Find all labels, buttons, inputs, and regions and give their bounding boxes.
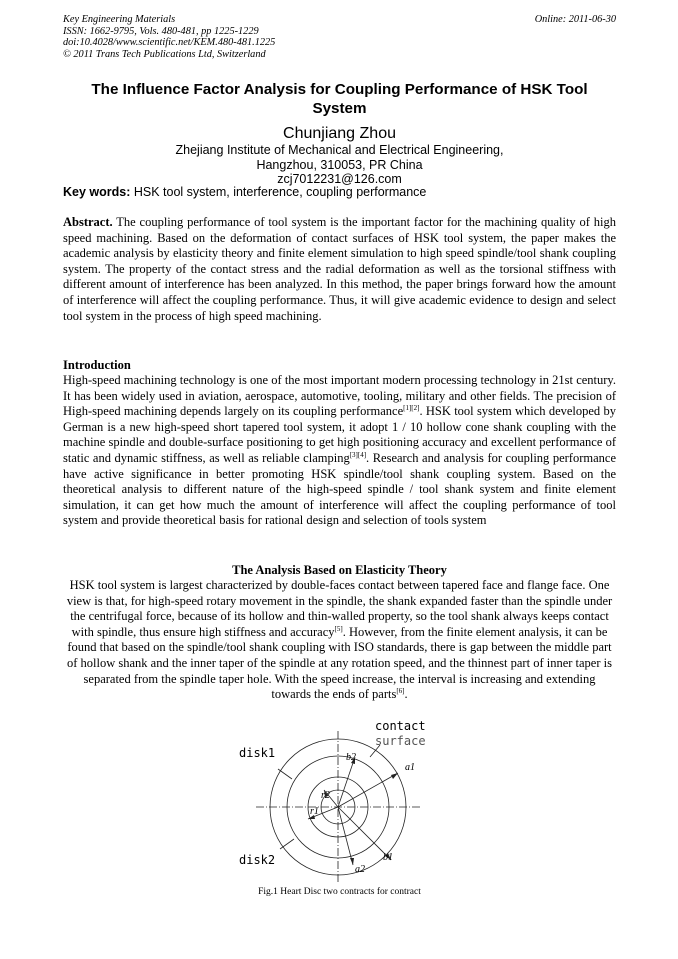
citation-5[interactable]: [5]: [334, 624, 343, 633]
introduction-heading: Introduction: [63, 358, 131, 372]
doi-line: doi:10.4028/www.scientific.net/KEM.480-481.1225: [63, 37, 276, 49]
var-a1: a1: [405, 762, 415, 773]
keywords-label: Key words:: [63, 185, 131, 199]
label-disk1: disk1: [239, 746, 276, 760]
author-email[interactable]: zcj7012231@126.com: [277, 172, 402, 187]
intro-text-3: . Research and analysis for coupling performance have active significance in better promoting HSK spindle/tool shank coupling system. Based on the theoretical analysis to different nature of the high-speed spindle / tool shank system and finite element simulation, it can get how much the amount of interference will affect the coupling performance of tool system and provide theoretical basis for rational design and selection of tools system: [63, 450, 616, 528]
copyright-line: © 2011 Trans Tech Publications Ltd, Switzerland: [63, 48, 266, 60]
affiliation-line2: Hangzhou, 310053, PR China: [256, 157, 423, 172]
intro-text-2: . HSK tool system which developed by German is a new high-speed short tapered tool system, it adopt 1 / 10 hollow cone shank coupling with the machine spindle and double-surface positioning to get high positioning accuracy and excellent performance of static and dynamic stiffness, as well as reliable clamping: [63, 404, 616, 465]
affiliation-line1: Zhejiang Institute of Mechanical and Electrical Engineering,: [175, 143, 504, 157]
label-disk2: disk2: [239, 853, 276, 867]
keywords: [63, 185, 623, 200]
citation-1-2[interactable]: [1][2]: [403, 404, 420, 413]
abstract-text: The coupling performance of tool system is the important factor for the machining quality of high speed machining. Based on the deformation of contact surfaces of HSK tool system, the paper makes the academic analysis by elasticity theory and finite element simulation to high speed spindle/tool shank coupling system. The property of the contact stress and the radial deformation as well as the torsional stiffness with different amount of interference has been analyzed. In this method, the paper brings forward how the amount of interference will affect the coupling performance. Thus, it will give academic evidence to design and select tool system in the process of high speed machining.: [63, 215, 616, 323]
figure-1: [228, 715, 448, 885]
analysis-text-2: . However, from the finite element analysis, it can be found that based on the spindle/tool shank coupling with ISO standards, there is gap between the middle part of hollow shank and the inner taper of the spindle at any rotation speed, and the thinnest part of inner taper is separated from the spindle taper hole. With the speed increase, the interval is increasing and extending towards the ends of parts: [67, 624, 612, 702]
arrowhead-a1: [391, 773, 398, 779]
analysis-heading: The Analysis Based on Elasticity Theory: [232, 563, 447, 577]
journal-name: Key Engineering Materials: [63, 14, 176, 25]
var-b2: b2: [346, 752, 356, 763]
analysis-text-3: .: [404, 687, 408, 702]
label-surface: surface: [375, 734, 426, 748]
journal-header: [63, 14, 616, 60]
analysis-body: [63, 578, 616, 703]
var-b1: b1: [383, 852, 393, 863]
var-r2: r2: [321, 790, 330, 801]
label-contact: contact: [375, 719, 426, 733]
author-name: Chunjiang Zhou: [283, 125, 396, 142]
disk1-leader: [278, 769, 292, 779]
introduction-body: [63, 373, 616, 529]
dim-b2-line: [338, 757, 355, 807]
var-r1: r1: [310, 806, 319, 817]
issn-line: ISSN: 1662-9795, Vols. 480-481, pp 1225-1229: [63, 25, 259, 37]
analysis-text-1: HSK tool system is largest characterized by double-faces contact between tapered face and flange face. One view is that, for high-speed rotary movement in the spindle, the shank expanded faster than the spindle under the centrifugal force, because of its hollow and thin-walled property, so the tool shank always keeps contact with spindle, thus ensure high stiffness and accuracy: [66, 578, 613, 639]
keywords-text: HSK tool system, interference, coupling performance: [130, 185, 427, 199]
paper-title: The Influence Factor Analysis for Coupling Performance of HSK Tool System: [91, 81, 588, 117]
dim-a2-line: [338, 807, 353, 865]
abstract: [63, 215, 616, 324]
citation-6[interactable]: [6]: [396, 687, 405, 695]
online-date: Online: 2011-06-30: [534, 14, 616, 25]
figure-caption: Fig.1 Heart Disc two contracts for contract: [258, 887, 421, 897]
disk2-leader: [280, 839, 294, 849]
var-a2: a2: [355, 864, 365, 875]
affiliation: [63, 143, 616, 187]
citation-3-4[interactable]: [3][4]: [349, 450, 367, 459]
abstract-label: Abstract.: [63, 215, 113, 229]
intro-text-1: High-speed machining technology is one of the most important modern processing technology in 21st century. It has been widely used in aviation, aerospace, automotive, tooling, military and other fields. The precision of High-speed machining depends largely on its coupling performance: [63, 373, 616, 419]
arrowhead-a2: [350, 858, 354, 865]
